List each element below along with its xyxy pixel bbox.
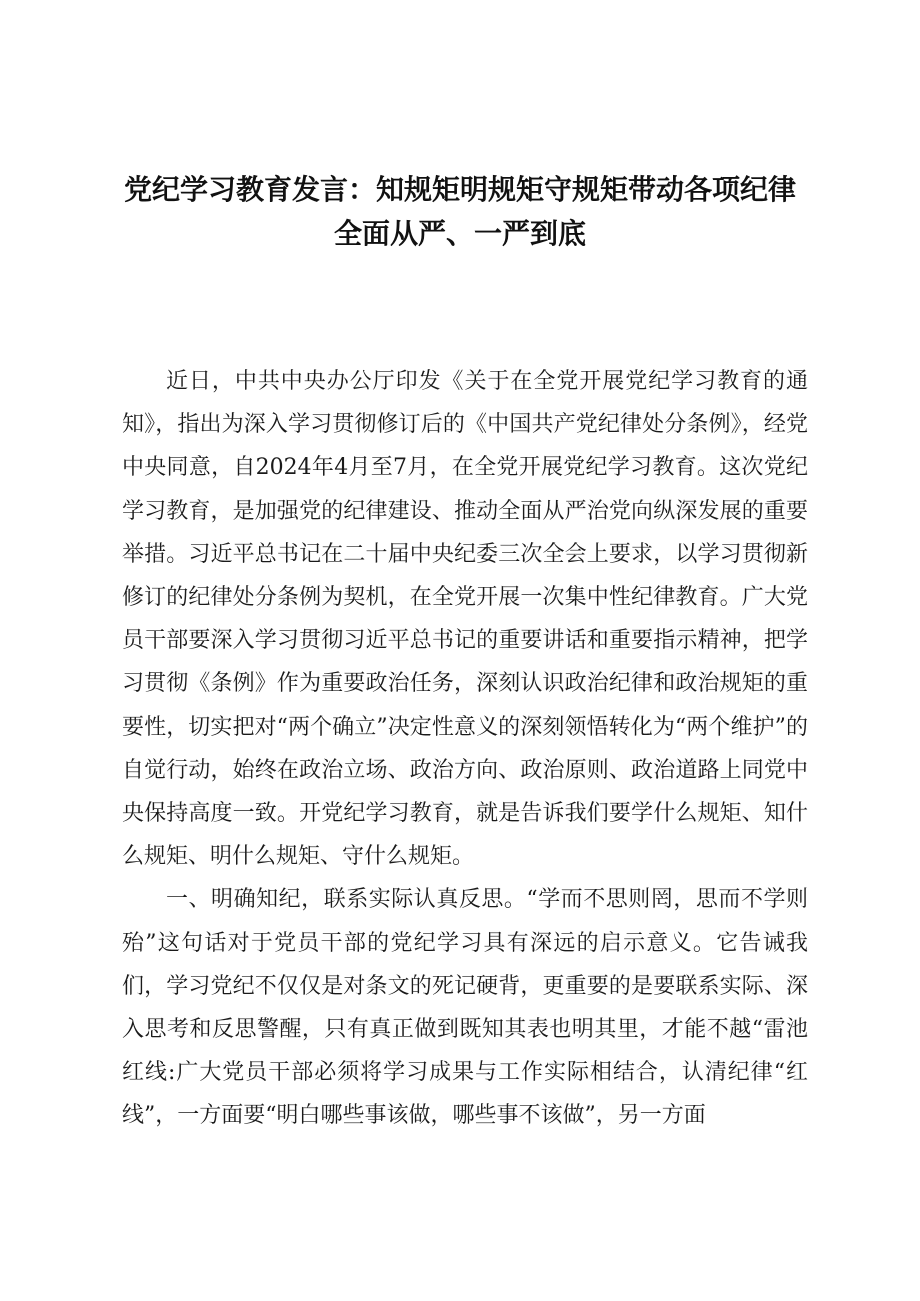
document-title [100, 168, 820, 256]
paragraph-intro: 近日，中共中央办公厅印发《关于在全党开展党纪学习教育的通知》，指出为深入学习贯彻修订后的《中国共产党纪律处分条例》，经党中央同意，自2024年4月至7月，在全党开展党纪学习教育。这次党纪学习教育，是加强党的纪律建设、推动全面从严治党向纵深发展的重要举措。习近平总书记在二十届中央纪委三次全会上要求，以学习贯彻新修订的纪律处分条例为契机，在全党开展一次集中性纪律教育。广大党员干部要深入学习贯彻习近平总书记的重要讲话和重要指示精神，把学习贯彻《条例》作为重要政治任务，深刻认识政治纪律和政治规矩的重要性，切实把对“两个确立”决定性意义的深刻领悟转化为“两个维护”的自觉行动，始终在政治立场、政治方向、政治原则、政治道路上同党中央保持高度一致。开党纪学习教育，就是告诉我们要学什么规矩、知什么规矩、明什么规矩、守什么规矩。 [122, 369, 808, 870]
document-body [122, 360, 808, 1138]
title-line-2: 全面从严、一严到底 [333, 217, 586, 250]
title-line-1: 党纪学习教育发言：知规矩明规矩守规矩带动各项纪律 [123, 173, 796, 206]
paragraph-section-1: 一、明确知纪，联系实际认真反思。“学而不思则罔，思而不学则殆”这句话对于党员干部的党纪学习具有深远的启示意义。它告诫我们，学习党纪不仅仅是对条文的死记硬背，更重要的是要联系实际、深入思考和反思警醒，只有真正做到既知其表也明其里，才能不越“雷池红线:广大党员干部必须将学习成果与工作实际相结合，认清纪律“红线”，一方面要“明白哪些事该做，哪些事不该做”，另一方面 [122, 887, 808, 1129]
